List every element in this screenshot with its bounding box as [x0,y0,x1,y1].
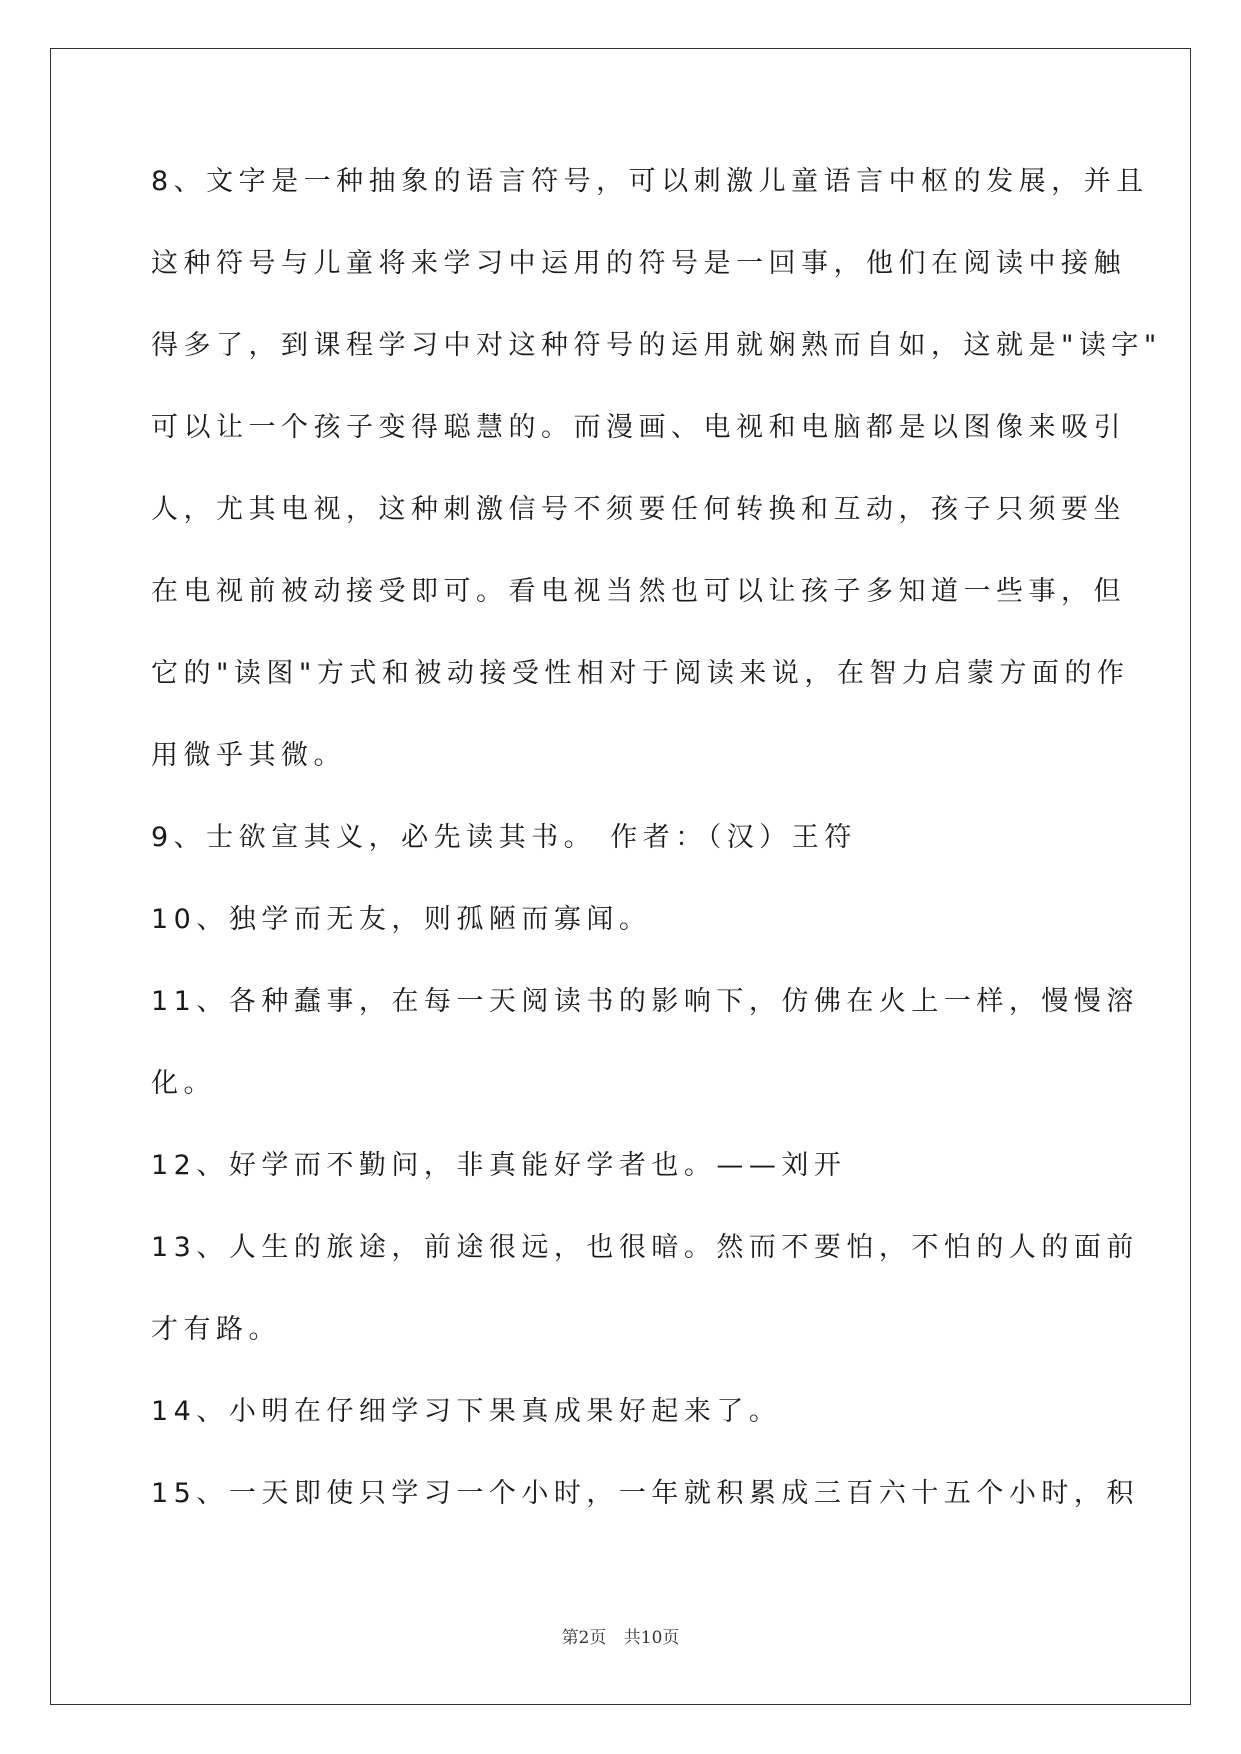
text-line: 14、小明在仔细学习下果真成果好起来了。 [151,1396,782,1427]
text-line: 才有路。 [151,1314,281,1345]
text-line: 人，尤其电视，这种刺激信号不须要任何转换和互动，孩子只须要坐 [151,494,1126,525]
text-line: 可以让一个孩子变得聪慧的。而漫画、电视和电脑都是以图像来吸引 [151,412,1126,443]
page-total: 共10页 [623,1628,680,1648]
text-line: 在电视前被动接受即可。看电视当然也可以让孩子多知道一些事，但 [151,576,1126,607]
text-line: 11、各种蠢事，在每一天阅读书的影响下，仿佛在火上一样，慢慢溶 [151,986,1139,1017]
document-body [151,158,1162,1552]
text-line: 这种符号与儿童将来学习中运用的符号是一回事，他们在阅读中接触 [151,248,1126,279]
text-line: 12、好学而不勤问，非真能好学者也。——刘开 [151,1150,847,1181]
page-footer [0,1623,1241,1648]
text-line: 10、独学而无友，则孤陋而寡闻。 [151,904,652,935]
text-line: 15、一天即使只学习一个小时，一年就积累成三百六十五个小时，积 [151,1478,1139,1509]
page-number: 第2页 [561,1628,607,1648]
text-line: 用微乎其微。 [151,740,346,771]
text-line: 8、文字是一种抽象的语言符号，可以刺激儿童语言中枢的发展，并且 [151,166,1149,197]
text-line: 它的"读图"方式和被动接受性相对于阅读来说，在智力启蒙方面的作 [151,658,1130,689]
text-line: 化。 [151,1068,216,1099]
text-line: 13、人生的旅途，前途很远，也很暗。然而不要怕，不怕的人的面前 [151,1232,1139,1263]
text-line: 9、士欲宣其义，必先读其书。 作者：（汉）王符 [151,822,857,853]
text-line: 得多了，到课程学习中对这种符号的运用就娴熟而自如，这就是"读字" [151,330,1162,361]
